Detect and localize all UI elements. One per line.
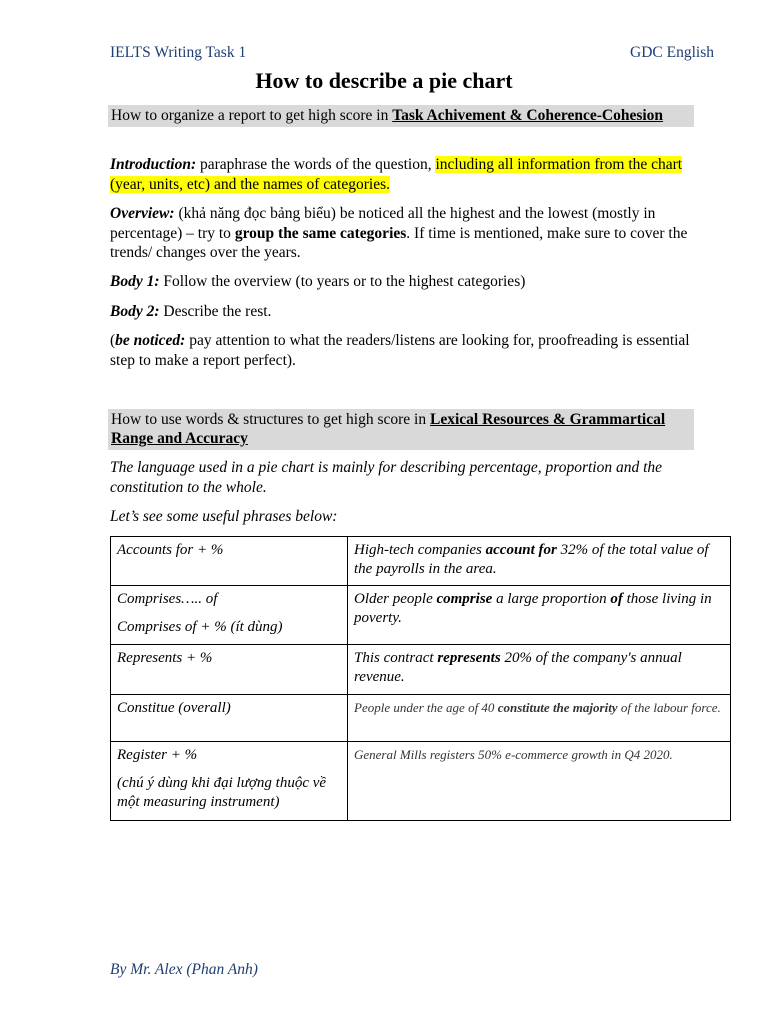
- example-cell: [348, 586, 731, 645]
- body1-paragraph: [110, 272, 695, 292]
- header-right: GDC English: [630, 44, 714, 61]
- overview-text1: (khả năng đọc bảng biểu) be noticed all the highest and the lowest (mostly in percentage) – try to: [110, 205, 656, 242]
- example-cell: [348, 645, 731, 695]
- section1-band: [108, 105, 694, 127]
- example-bold: constitute the majority: [497, 700, 618, 715]
- section1-band-bold: Task Achivement & Coherence-Cohesion: [392, 107, 664, 124]
- section2-band: [108, 409, 694, 450]
- example-cell: [348, 537, 731, 586]
- example-text: 20% of the company's annual revenue.: [354, 650, 682, 685]
- phrase-cell: Represents + %: [111, 645, 348, 695]
- body1-text: Follow the overview (to years or to the highest categories): [159, 273, 526, 290]
- header-left: IELTS Writing Task 1: [110, 44, 247, 61]
- overview-bold: group the same categories: [234, 224, 407, 242]
- example-bold: comprise: [436, 591, 493, 607]
- body2-label: Body 2:: [110, 303, 160, 320]
- table-row: [111, 586, 731, 645]
- note-open: (: [110, 332, 116, 349]
- phrase-cell: [111, 586, 348, 645]
- lets-see-paragraph: Let’s see some useful phrases below:: [110, 508, 338, 525]
- example-text: This contract: [354, 650, 438, 666]
- note-text: pay attention to what the readers/listens are looking for, proofreading is essential step to make a report perfect).: [110, 332, 690, 369]
- overview-label: Overview:: [110, 205, 175, 222]
- phrase-cell: [111, 742, 348, 821]
- language-paragraph: The language used in a pie chart is mainly for describing percentage, proportion and the constitution to the whole.: [110, 459, 663, 496]
- intro-paragraph: [110, 155, 695, 194]
- example-text: Older people: [354, 591, 437, 607]
- example-text: a large proportion: [492, 591, 611, 607]
- body2-text: Describe the rest.: [159, 303, 272, 320]
- overview-paragraph: [110, 204, 695, 263]
- table-row: [111, 742, 731, 821]
- intro-highlight: including all information from the chart (year, units, etc) and the names of categories.: [110, 156, 683, 193]
- phrase-cell: Accounts for + %: [111, 537, 348, 586]
- phrase-text: (chú ý dùng khi đại lượng thuộc về một measuring instrument): [117, 775, 327, 810]
- section1-band-prefix: How to organize a report to get high score in: [111, 107, 393, 124]
- overview-text2: . If time is mentioned, make sure to cover the trends/ changes over the years.: [110, 224, 688, 261]
- table-row: [111, 695, 731, 742]
- body1-label: Body 1:: [110, 273, 160, 290]
- example-text: People under the age of 40: [354, 700, 498, 715]
- section2-band-prefix: How to use words & structures to get high score in: [111, 411, 430, 428]
- phrases-table: [110, 536, 731, 821]
- body2-paragraph: [110, 302, 695, 322]
- footer-author: By Mr. Alex (Phan Anh): [110, 961, 258, 978]
- note-paragraph: [110, 331, 695, 370]
- table-row: [111, 645, 731, 695]
- intro-label: Introduction:: [110, 156, 197, 173]
- example-cell: [348, 695, 731, 742]
- phrase-cell: Constitue (overall): [111, 695, 348, 742]
- section2-band-bold: Lexical Resources & Grammartical Range and Accuracy: [111, 411, 666, 447]
- intro-text: paraphrase the words of the question,: [196, 156, 436, 173]
- note-label: be noticed:: [115, 332, 186, 349]
- phrase-text: Register + %: [117, 747, 198, 763]
- example-cell: General Mills registers 50% e-commerce growth in Q4 2020.: [348, 742, 731, 821]
- example-text: of the labour force.: [617, 700, 721, 715]
- example-bold: represents: [437, 650, 501, 666]
- example-text: those living in poverty.: [354, 591, 712, 626]
- phrase-text: Comprises….. of: [117, 591, 218, 607]
- example-bold: of: [610, 591, 623, 607]
- example-text: 32% of the total value of the payrolls in the area.: [354, 542, 709, 577]
- page-title: How to describe a pie chart: [255, 68, 513, 93]
- example-text: High-tech companies: [354, 542, 486, 558]
- example-bold: account for: [485, 542, 557, 558]
- table-row: [111, 537, 731, 586]
- phrase-text: Comprises of + % (ít dùng): [117, 619, 283, 635]
